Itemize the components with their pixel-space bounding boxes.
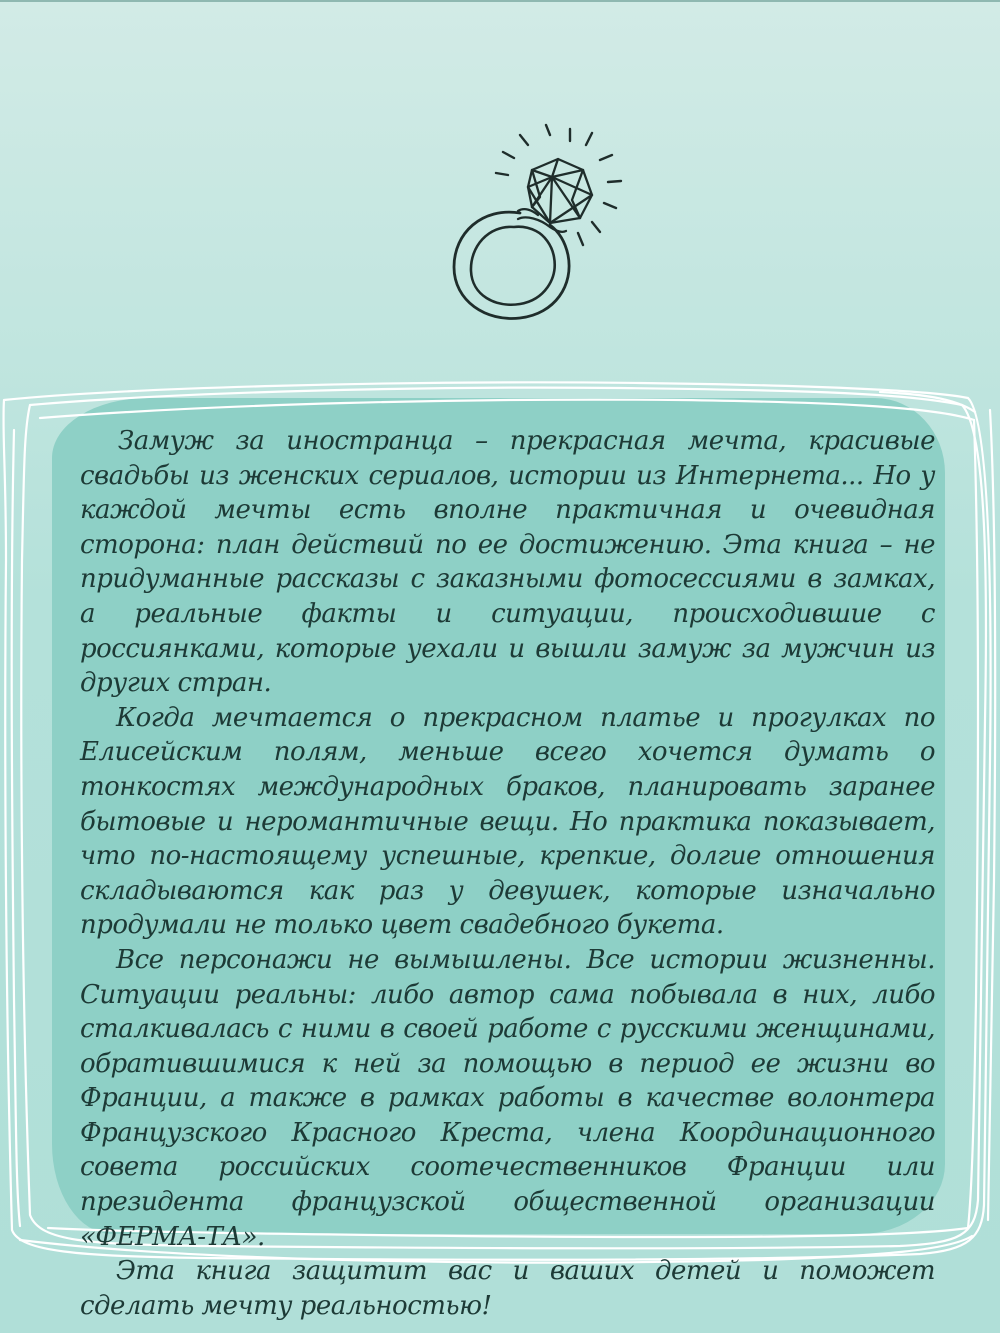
paragraph-4: Эта книга защитит вас и ваших детей и поможет сделать мечту реальностью!	[80, 1256, 935, 1321]
diamond-ring-icon	[440, 115, 640, 330]
paragraph-3: Все персонажи не вымышлены. Все истории жизненны. Ситуации реальны: либо автор сама побывала в них, либо сталкивалась с ними в своей работе с русскими женщинами, обратившимися к ней за помощью в период ее жизни во Франции, а также в рамках работы в качестве волонтера Французского Красного Креста, члена Координационного совета российских соотечественников Франции или президента французской общественной организации «ФЕРМА-ТА».	[80, 944, 935, 1252]
top-border	[0, 0, 1000, 2]
paragraph-1: Замуж за иностранца – прекрасная мечта, красивые свадьбы из женских сериалов, истории из Интернета... Но у каждой мечты есть вполне практичная и очевидная сторона: план действий по ее достижению. Эта книга – не придуманные рассказы с заказными фотосессиями в замках, а реальные факты и ситуации, происходившие с россиянками, которые уехали и вышли замуж за мужчин из других стран.	[80, 426, 935, 699]
description-text	[80, 424, 935, 1323]
paragraph-2: Когда мечтается о прекрасном платье и прогулках по Елисейским полям, меньше всего хочется думать о тонкостях международных браков, планировать заранее бытовые и неромантичные вещи. Но практика показывает, что по-настоящему успешные, крепкие, долгие отношения складываются как раз у девушек, которые изначально продумали не только цвет свадебного букета.	[80, 702, 935, 941]
